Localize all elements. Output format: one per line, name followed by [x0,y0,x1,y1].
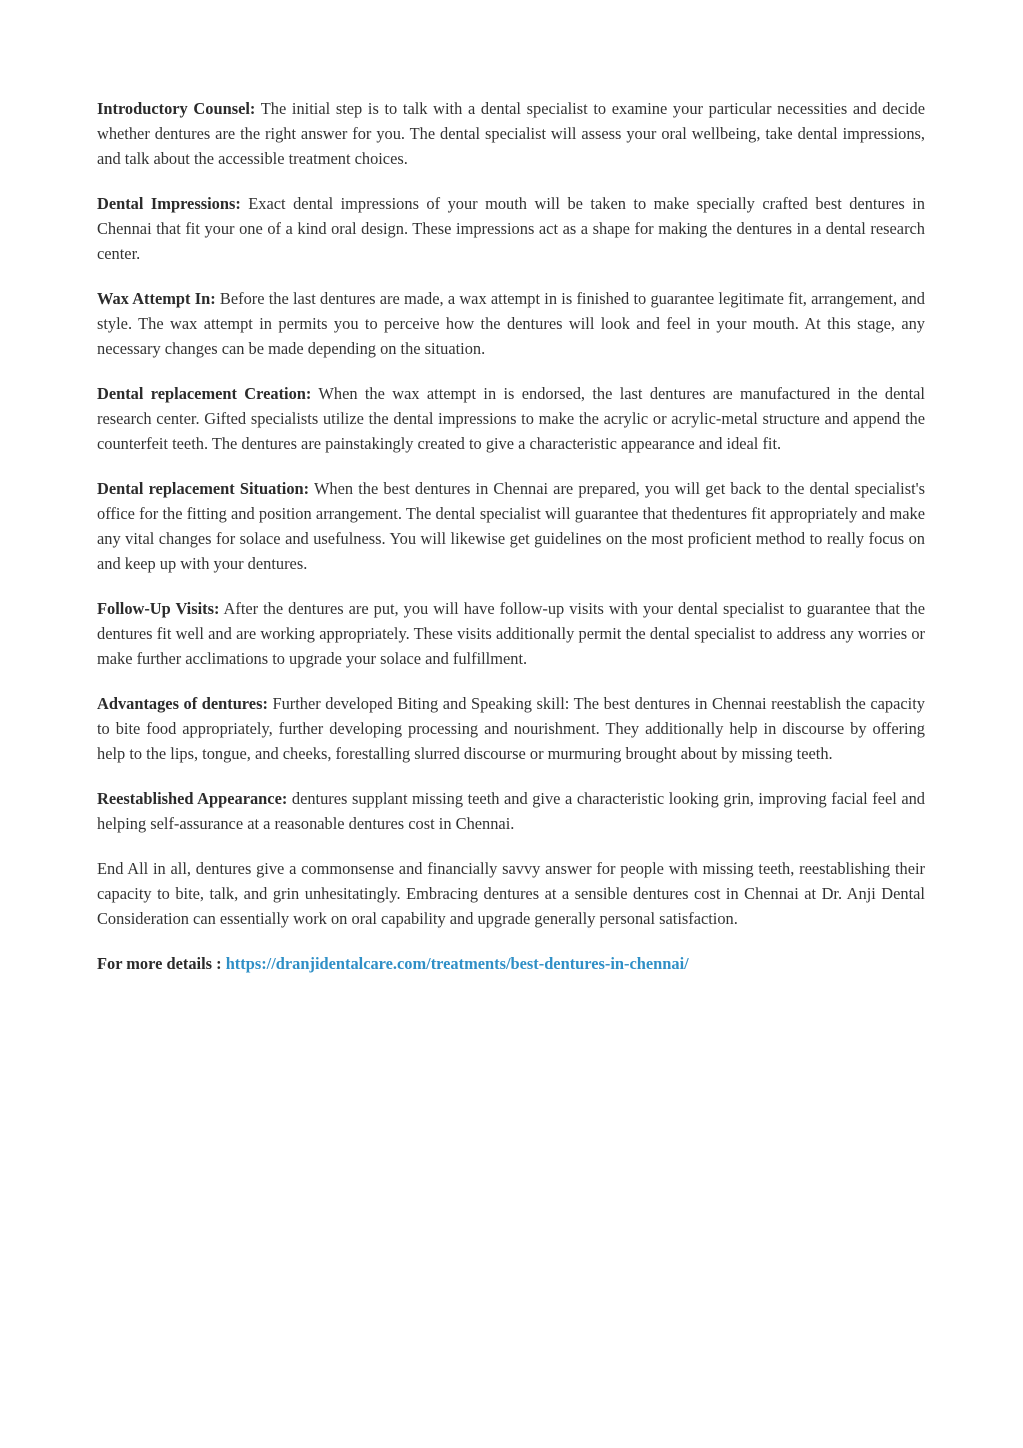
section-advantages-of-dentures [97,691,925,766]
section-heading: Introductory Counsel: [97,99,256,118]
section-dental-impressions [97,191,925,266]
more-details-label: For more details : [97,954,222,973]
section-text: After the dentures are put, you will have follow-up visits with your dental specialist to guarantee that the dentures fit well and are working appropriately. These visits additionally permit the dental specialist to address any worries or make further acclimations to upgrade your solace and fulfillment. [97,599,925,668]
section-heading: Dental replacement Situation: [97,479,310,498]
section-text: When the wax attempt in is endorsed, the last dentures are manufactured in the dental research center. Gifted specialists utilize the dental impressions to make the acrylic or acrylic-metal structure and append the counterfeit teeth. The dentures are painstakingly created to give a characteristic appearance and ideal fit. [97,384,925,453]
section-heading: Follow-Up Visits: [97,599,220,618]
section-text: When the best dentures in Chennai are prepared, you will get back to the dental specialist's office for the fitting and position arrangement. The dental specialist will guarantee that thedentures fit appropriately and make any vital changes for solace and usefulness. You will likewise get guidelines on the most proficient method to really focus on and keep up with your dentures. [97,479,925,573]
section-heading: Reestablished Appearance: [97,789,288,808]
section-heading: Wax Attempt In: [97,289,216,308]
more-details-line [97,951,925,976]
section-text: Exact dental impressions of your mouth will be taken to make specially crafted best dentures in Chennai that fit your one of a kind oral design. These impressions act as a shape for making the dentures in a dental research center. [97,194,925,263]
conclusion-paragraph: End All in all, dentures give a commonsense and financially savvy answer for people with missing teeth, reestablishing their capacity to bite, talk, and grin unhesitatingly. Embracing dentures at a sensible dentures cost in Chennai at Dr. Anji Dental Consideration can essentially work on oral capability and upgrade generally personal satisfaction. [97,859,925,928]
section-heading: Dental replacement Creation: [97,384,312,403]
section-text: dentures supplant missing teeth and give a characteristic looking grin, improving facial feel and helping self-assurance at a reasonable dentures cost in Chennai. [97,789,925,833]
document-body [97,96,925,976]
section-heading: Advantages of dentures: [97,694,268,713]
section-heading: Dental Impressions: [97,194,241,213]
section-text: Further developed Biting and Speaking skill: The best dentures in Chennai reestablish the capacity to bite food appropriately, further developing processing and nourishment. They additionally help in discourse by offering help to the lips, tongue, and cheeks, forestalling slurred discourse or murmuring brought about by missing teeth. [97,694,925,763]
section-introductory-counsel [97,96,925,171]
details-link[interactable]: https://dranjidentalcare.com/treatments/best-dentures-in-chennai/ [225,954,689,973]
section-dental-replacement-situation [97,476,925,576]
section-wax-attempt-in [97,286,925,361]
section-reestablished-appearance [97,786,925,836]
section-follow-up-visits [97,596,925,671]
section-text: Before the last dentures are made, a wax attempt in is finished to guarantee legitimate fit, arrangement, and style. The wax attempt in permits you to perceive how the dentures will look and feel in your mouth. At this stage, any necessary changes can be made depending on the situation. [97,289,925,358]
section-text: The initial step is to talk with a dental specialist to examine your particular necessities and decide whether dentures are the right answer for you. The dental specialist will assess your oral wellbeing, take dental impressions, and talk about the accessible treatment choices. [97,99,925,168]
section-dental-replacement-creation [97,381,925,456]
